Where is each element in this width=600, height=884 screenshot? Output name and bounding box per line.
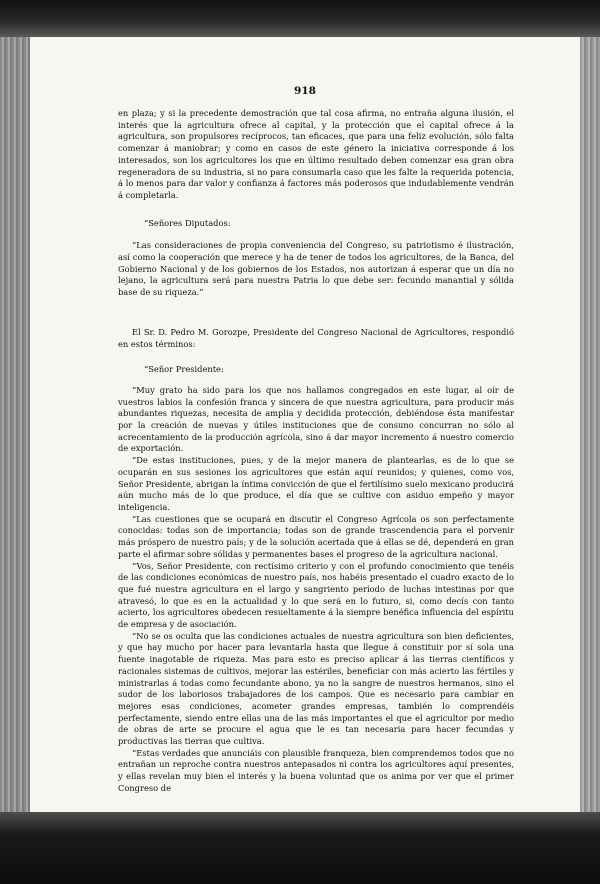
paragraph: El Sr. D. Pedro M. Gorozpe, Presidente del Congreso Nacional de Agricultores, respondió en estos términos: [118,326,514,349]
paragraph: “Estas verdades que anunciáis con plausible franqueza, bien comprendemos todos que no entrañan un reproche contra nuestros antepasados ni contra los agricultores aquí presentes, y ellas revelan muy bien el interés y la buena voluntad que os anima por ver que el primer Congreso de [118,747,514,793]
paragraph: en plaza; y si la precedente demostración que tal cosa afirma, no entraña alguna ilusión, el interés que la agricultura ofrece al capital, y la protección que el capital ofrece á la agricultura, son propulsores recíprocos, tan eficaces, que para una feliz evolución, sólo falta comenzar á maniobrar; y como en casos de este género la iniciativa corresponde á los interesados, son los agricultores los que en último resultado deben comenzar esa gran obra regeneradora de su industria, si no para consumarla caso que les falte la requerida potencia, á lo menos para dar valor y confianza á factores más poderosos que indudablemente vendrán á completarla. [118,108,514,200]
document-page [30,37,580,812]
paragraph: “Las cuestiones que se ocupará en discutir el Congreso Agrícola os son perfectamente conocidas: todas son de importancia; todas son de grande trascendencia para el porvenir más próspero de nuestro país; y de la solución acertada que á ellas se dé, dependerá en gran parte el afirmar sobre sólidas y permanentes bases el progreso de la agricultura nacional. [118,513,514,559]
scan-bottom-border [0,812,600,884]
paragraph: “No se os oculta que las condiciones actuales de nuestra agricultura son bien deficientes, y que hay mucho por hacer para levantarla hasta que llegue á constituir por sí sola una fuente inagotable de riqueza. Mas para esto es preciso aplicar á las tierras científicos y racionales sistemas de cultivos, mejorar las estériles, beneficiar con más acierto las fértiles y ministrarlas á todas como fecundante abono, ya no la sangre de nuestros hermanos, sino el sudor de los laboriosos trabajadores de los campos. Que es necesario para cambiar en mejores esas condiciones, acometer grandes empresas, también lo comprendéis perfectamente, siendo entre ellas una de las más importantes el que el agricultor por medio de obras de arte se procure el agua que le es tan necesaria para hacer fecundas y productivas las tierras que cultiva. [118,630,514,747]
scan-right-margin [580,37,600,812]
paragraph: “Las consideraciones de propia conveniencia del Congreso, su patriotismo é ilustración, así como la cooperación que merece y ha de tener de todos los agricultores, de la Banca, del Gobierno Nacional y de los gobiernos de los Estados, nos autorizan á esperar que un día no lejano, la agricultura será para nuestra Patria lo que debe ser: fecundo manantial y sólida base de su riqueza.” [118,240,514,298]
document-body [118,108,514,795]
scan-top-border [0,0,600,37]
salutation-diputados: “Señores Diputados: [144,217,231,228]
salutation-presidente: “Señor Presidente: [144,364,224,375]
paragraph: “Muy grato ha sido para los que nos hallamos congregados en este lugar, al oír de vuestros labios la confesión franca y sincera de que nuestra agricultura, para producir más abundantes riquezas, necesita de amplia y decidida protección, debiéndose ésta manifestar por la creación de nuevas y útiles instituciones que de consuno concurran no sólo al acrecentamiento de la producción agrícola, sino á dar mayor incremento á nuestro comercio de exportación. [118,384,514,454]
page-number: 918 [294,85,316,97]
scan-left-margin [0,37,30,812]
paragraph: “Vos, Señor Presidente, con rectísimo criterio y con el profundo conocimiento que tenéis de las condiciones económicas de nuestro país, nos habéis presentado el cuadro exacto de lo que fué nuestra agricultura en el largo y sangriento período de luchas intestinas por que atravesó, lo que es en la actualidad y lo que será en lo futuro, si, como decís con tanto acierto, los agricultores obedecen resueltamente á la siempre benéfica influencia del espíritu de empresa y de asociación. [118,560,514,630]
paragraph: “De estas instituciones, pues, y de la mejor manera de plantearlas, es de lo que se ocuparán en sus sesiones los agricultores que están aquí reunidos; y quienes, como vos, Señor Presidente, abrigan la íntima convicción de que el fertilísimo suelo mexicano producirá aún mucho más de lo que produce, el día que se cultive con asiduo empeño y mayor inteligencia. [118,455,514,512]
